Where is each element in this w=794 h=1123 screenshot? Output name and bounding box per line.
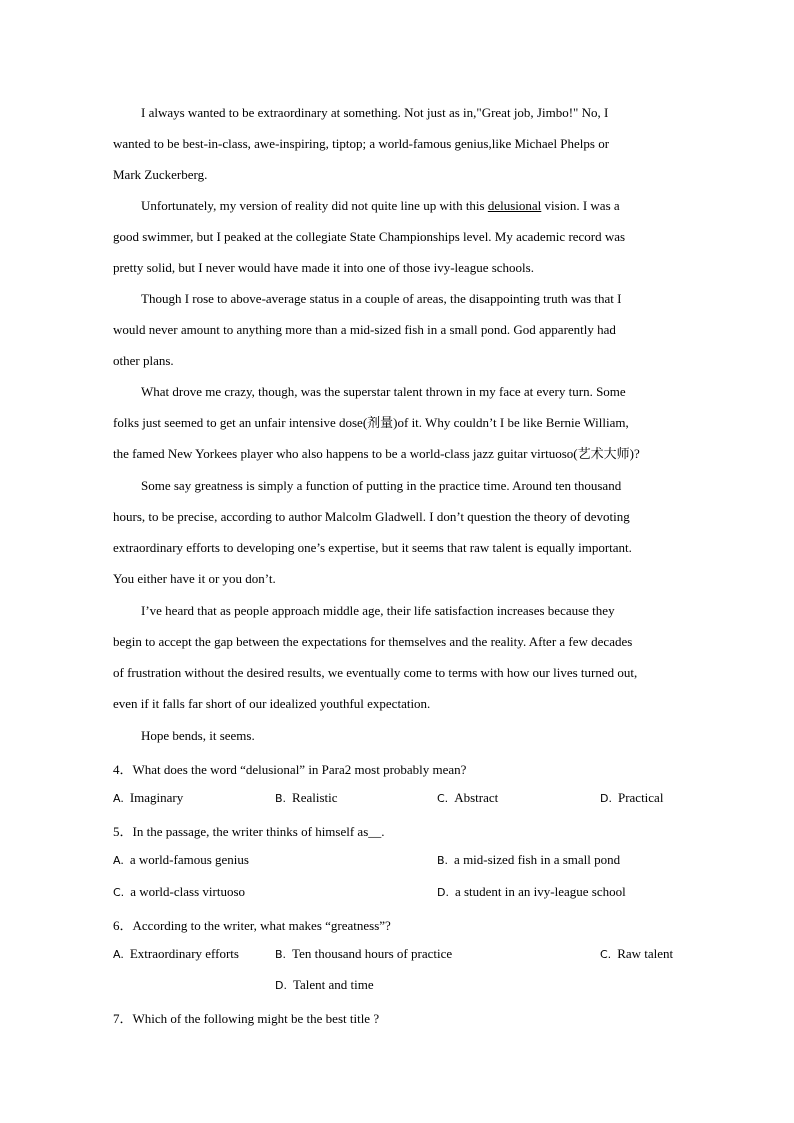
text-line: What drove me crazy, though, was the superstar talent thrown in my face at every turn. Some bbox=[141, 384, 626, 399]
underlined-word: delusional bbox=[487, 198, 542, 213]
option-text: Ten thousand hours of practice bbox=[292, 946, 453, 961]
text-line: other plans. bbox=[113, 353, 174, 368]
question-text: What does the word “delusional” in Para2 most probably mean? bbox=[132, 762, 467, 777]
option-4d[interactable] bbox=[600, 790, 663, 806]
option-6b[interactable] bbox=[275, 946, 452, 962]
text-line: Some say greatness is simply a function of putting in the practice time. Around ten thousand bbox=[141, 478, 622, 493]
text-segment: vision. I was a bbox=[541, 198, 620, 213]
paragraph-3 bbox=[113, 283, 683, 376]
option-5b[interactable] bbox=[437, 852, 620, 868]
option-text: Imaginary bbox=[129, 790, 184, 805]
text-line: Hope bends, it seems. bbox=[141, 728, 255, 743]
option-text: a world-famous genius bbox=[129, 852, 249, 867]
option-5a[interactable] bbox=[113, 852, 249, 868]
question-number: 7． bbox=[113, 1011, 133, 1026]
question-6 bbox=[113, 915, 391, 934]
option-text: Abstract bbox=[454, 790, 499, 805]
text-line: even if it falls far short of our idealized youthful expectation. bbox=[113, 696, 431, 711]
option-4a[interactable] bbox=[113, 790, 183, 806]
text-line: Though I rose to above-average status in a couple of areas, the disappointing truth was that I bbox=[141, 291, 622, 306]
text-line: hours, to be precise, according to author Malcolm Gladwell. I don’t question the theory of devoting bbox=[113, 509, 630, 524]
paragraph-2 bbox=[113, 190, 683, 283]
text-line: folks just seemed to get an unfair intensive dose(剂量)of it. Why couldn’t I be like Bernie William, bbox=[113, 415, 629, 430]
question-number: 5． bbox=[113, 824, 133, 839]
option-label: B. bbox=[275, 792, 287, 805]
question-text: Which of the following might be the best title ? bbox=[132, 1011, 380, 1026]
text-line: wanted to be best-in-class, awe-inspiring, tiptop; a world-famous genius,like Michael Phelps or bbox=[113, 136, 610, 151]
text-segment: Unfortunately, my version of reality did not quite line up with this bbox=[141, 198, 488, 213]
option-label: A. bbox=[113, 792, 124, 805]
question-text: According to the writer, what makes “greatness”? bbox=[132, 918, 391, 933]
option-6d[interactable] bbox=[275, 977, 374, 993]
option-5c[interactable] bbox=[113, 884, 245, 900]
option-label: A. bbox=[113, 948, 124, 961]
option-text: Realistic bbox=[292, 790, 338, 805]
option-label: D. bbox=[275, 979, 287, 992]
question-number: 4． bbox=[113, 762, 133, 777]
question-4 bbox=[113, 759, 466, 778]
option-4b[interactable] bbox=[275, 790, 338, 806]
option-label: C. bbox=[113, 886, 125, 899]
text-line: extraordinary efforts to developing one’s expertise, but it seems that raw talent is equally important. bbox=[113, 540, 632, 555]
paragraph-4 bbox=[113, 376, 683, 469]
paragraph-1 bbox=[113, 97, 683, 190]
text-line: You either have it or you don’t. bbox=[113, 571, 276, 586]
question-text: In the passage, the writer thinks of himself as__. bbox=[132, 824, 385, 839]
option-text: Practical bbox=[617, 790, 664, 805]
option-text: a mid-sized fish in a small pond bbox=[454, 852, 621, 867]
option-label: A. bbox=[113, 854, 124, 867]
option-text: Talent and time bbox=[292, 977, 374, 992]
text-line: would never amount to anything more than a mid-sized fish in a small pond. God apparently had bbox=[113, 322, 616, 337]
option-label: B. bbox=[437, 854, 449, 867]
option-4c[interactable] bbox=[437, 790, 498, 806]
question-5 bbox=[113, 821, 385, 840]
text-line: I always wanted to be extraordinary at something. Not just as in,"Great job, Jimbo!" No, I bbox=[141, 105, 609, 120]
option-5d[interactable] bbox=[437, 884, 626, 900]
option-6a[interactable] bbox=[113, 946, 239, 962]
text-line: of frustration without the desired results, we eventually come to terms with how our lives turned out, bbox=[113, 665, 638, 680]
paragraph-6 bbox=[113, 595, 683, 719]
text-line: I’ve heard that as people approach middle age, their life satisfaction increases because they bbox=[141, 603, 615, 618]
option-text: a world-class virtuoso bbox=[130, 884, 245, 899]
option-label: D. bbox=[600, 792, 612, 805]
option-label: D. bbox=[437, 886, 449, 899]
paragraph-7 bbox=[113, 720, 683, 751]
text-line: begin to accept the gap between the expectations for themselves and the reality. After a few decades bbox=[113, 634, 633, 649]
question-number: 6． bbox=[113, 918, 133, 933]
option-6c[interactable] bbox=[600, 946, 673, 962]
question-7 bbox=[113, 1008, 379, 1027]
text-line: the famed New Yorkees player who also happens to be a world-class jazz guitar virtuoso(艺术大师)? bbox=[113, 446, 640, 461]
text-line: Mark Zuckerberg. bbox=[113, 167, 208, 182]
option-text: Raw talent bbox=[617, 946, 674, 961]
text-line: pretty solid, but I never would have made it into one of those ivy-league schools. bbox=[113, 260, 534, 275]
paragraph-5 bbox=[113, 470, 683, 594]
option-text: Extraordinary efforts bbox=[129, 946, 239, 961]
text-line: good swimmer, but I peaked at the collegiate State Championships level. My academic record was bbox=[113, 229, 626, 244]
option-label: B. bbox=[275, 948, 287, 961]
option-text: a student in an ivy-league school bbox=[454, 884, 626, 899]
text-line bbox=[113, 190, 683, 221]
option-label: C. bbox=[600, 948, 612, 961]
option-label: C. bbox=[437, 792, 449, 805]
